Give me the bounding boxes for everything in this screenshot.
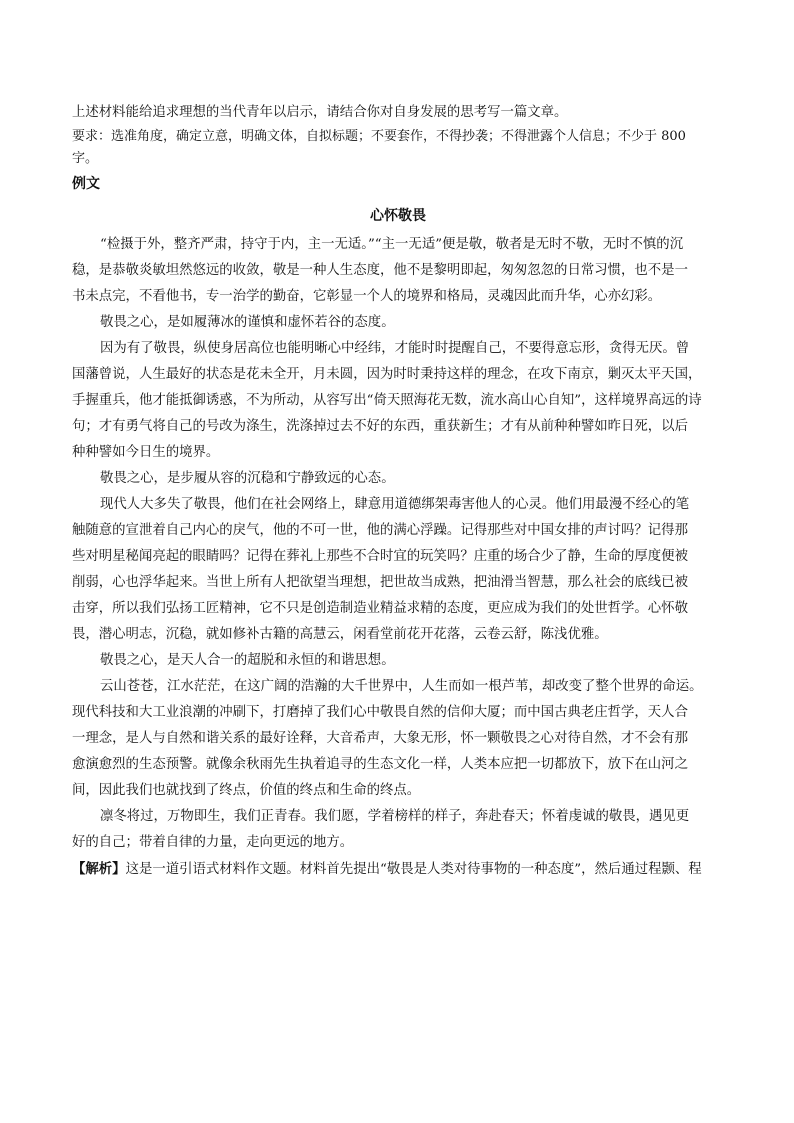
essay-paragraph bbox=[72, 804, 724, 856]
essay-line: 敬畏之心，是步履从容的沉稳和宁静致远的心态。 bbox=[100, 471, 395, 486]
essay-line: 凛冬将过，万物即生，我们正青春。我们愿，学着榜样的样子，奔赴春天；怀着虔诚的敬畏，遇见更 bbox=[100, 809, 690, 824]
essay-title: 心怀敬畏 bbox=[370, 208, 426, 224]
essay-line: “检摄于外，整齐严肃，持守于内，主一无适。”“主一无适”便是敬，敬者是无时不敬，无时不慎的沉 bbox=[100, 237, 684, 252]
essay-line: 种种譬如今日生的境界。 bbox=[72, 445, 220, 460]
essay-paragraph bbox=[72, 466, 724, 492]
essay-line: 些对明星秘闻亮起的眼睛吗？记得在葬礼上那些不合时宜的玩笑吗？庄重的场合少了静，生命的厚度便被 bbox=[72, 549, 688, 564]
essay-paragraph bbox=[72, 310, 724, 336]
requirements-line-1: 要求：选准角度，确定立意，明确文体，自拟标题；不要套作，不得抄袭；不得泄露个人信息；不少于 800 bbox=[72, 129, 686, 144]
essay-paragraph bbox=[72, 648, 724, 674]
essay-line: 书未点完，不看他书，专一治学的勤奋，它彰显一个人的境界和格局，灵魂因此而升华，心亦幻彩。 bbox=[72, 289, 662, 304]
essay-paragraph bbox=[72, 674, 724, 804]
requirements-line-2: 字。 bbox=[72, 151, 99, 166]
essay-line: 云山苍苍，江水茫茫，在这广阔的浩瀚的大千世界中，人生而如一根芦苇，却改变了整个世界的命运。 bbox=[100, 679, 703, 694]
essay-paragraph bbox=[72, 232, 724, 310]
essay-line: 现代科技和大工业浪潮的冲刷下，打磨掉了我们心中敬畏自然的信仰大厦；而中国古典老庄哲学，天人合 bbox=[72, 705, 688, 720]
essay-line: 敬畏之心，是天人合一的超脱和永恒的和谐思想。 bbox=[100, 653, 395, 668]
essay-line: 稳，是恭敬炎敏坦然悠远的收敛，敬是一种人生态度，他不是黎明即起，匆匆忽忽的日常习惯，也不是一 bbox=[72, 263, 688, 278]
essay-line: 愈演愈烈的生态预警。就像余秋雨先生执着追寻的生态文化一样，人类本应把一切都放下，放下在山河之 bbox=[72, 757, 688, 772]
example-label: 例文 bbox=[72, 176, 100, 192]
essay-line: 好的自己；带着自律的力量，走向更远的地方。 bbox=[72, 835, 354, 850]
essay-line: 间，因此我们也就找到了终点，价值的终点和生命的终点。 bbox=[72, 783, 421, 798]
essay-paragraph bbox=[72, 336, 724, 466]
essay-line: 削弱，心也浮华起来。当世上所有人把欲望当理想，把世故当成熟，把油滑当智慧，那么社会的底线已被 bbox=[72, 575, 688, 590]
essay-line: 手握重兵，他才能抵御诱惑，不为所动，从容写出“倚天照海花无数，流水高山心自知”，这样境界高远的诗 bbox=[72, 393, 702, 408]
essay-line: 畏，潜心明志，沉稳，就如修补古籍的高慧云，闲看堂前花开花落，云卷云舒，陈浅优雅。 bbox=[72, 627, 608, 642]
essay-line: 击穿，所以我们弘扬工匠精神，它不只是创造制造业精益求精的态度，更应成为我们的处世哲学。心怀敬 bbox=[72, 601, 688, 616]
essay-line: 现代人大多失了敬畏，他们在社会网络上，肆意用道德绑架毒害他人的心灵。他们用最漫不经心的笔 bbox=[100, 497, 690, 512]
analysis-text: 这是一道引语式材料作文题。材料首先提出“敬畏是人类对待事物的一种态度”，然后通过程颢、程 bbox=[125, 862, 702, 877]
essay-line: 国藩曾说，人生最好的状态是花未全开，月未圆，因为时时秉持这样的理念，在攻下南京，剿灭太平天国， bbox=[72, 367, 702, 382]
essay-paragraph bbox=[72, 492, 724, 648]
essay-line: 一理念，是人与自然和谐关系的最好诠释，大音希声，大象无形，怀一颗敬畏之心对待自然，才不会有那 bbox=[72, 731, 688, 746]
essay-body bbox=[72, 232, 724, 856]
essay-line: 敬畏之心，是如履薄冰的谨慎和虚怀若谷的态度。 bbox=[100, 315, 395, 330]
essay-line: 因为有了敬畏，纵使身居高位也能明晰心中经纬，才能时时提醒自己，不要得意忘形，贪得无厌。曾 bbox=[100, 341, 690, 356]
essay-line: 句；才有勇气将自己的号改为涤生，洗涤掉过去不好的东西，重获新生；才有从前种种譬如昨日死，以后 bbox=[72, 419, 688, 434]
essay-line: 触随意的宣泄着自己内心的戾气，他的不可一世，他的满心浮躁。记得那些对中国女排的声讨吗？记得那 bbox=[72, 523, 688, 538]
prompt-text: 上述材料能给追求理想的当代青年以启示，请结合你对自身发展的思考写一篇文章。 bbox=[72, 105, 568, 120]
document-page bbox=[72, 100, 724, 883]
analysis-tag: 【解析】 bbox=[72, 861, 126, 877]
analysis-paragraph bbox=[72, 856, 724, 883]
